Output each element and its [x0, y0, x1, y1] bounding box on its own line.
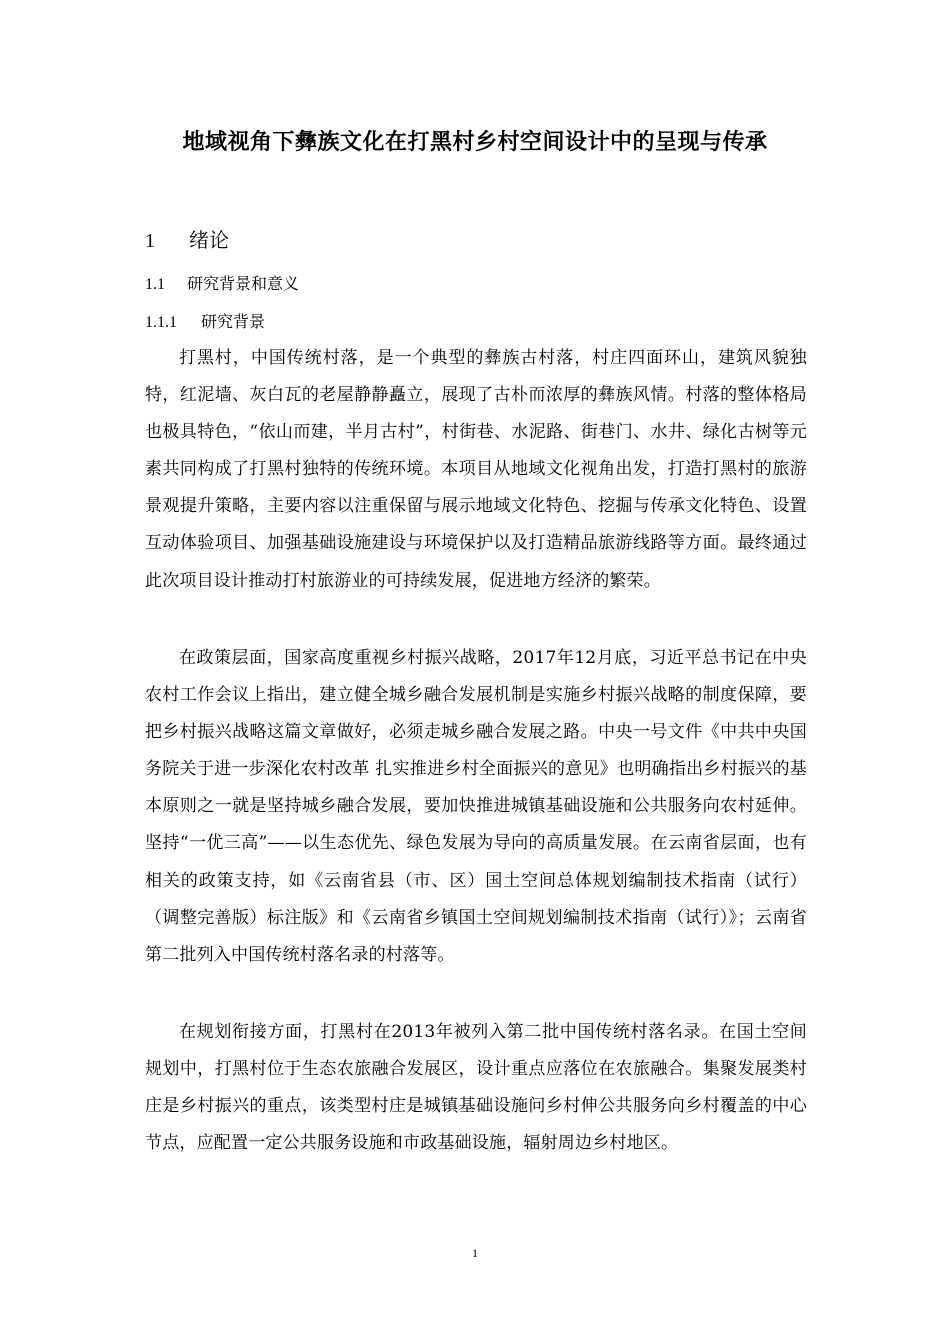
subsection-title: 研究背景和意义	[187, 274, 300, 293]
paragraph-background: 打黑村，中国传统村落，是一个典型的彝族古村落，村庄四面环山，建筑风貌独特，红泥墙、灰白瓦的老屋静静矗立，展现了古朴而浓厚的彝族风情。村落的整体格局也极具特色，“依山而建，半月古村”，村街巷、水泥路、街巷门、水井、绿化古树等元素共同构成了打黑村独特的传统环境。本项目从地域文化视角出发，打造打黑村的旅游景观提升策略，主要内容以注重保留与展示地域文化特色、挖掘与传承文化特色、设置互动体验项目、加强基础设施建设与环境保护以及打造精品旅游线路等方面。最终通过此次项目设计推动打村旅游业的可持续发展，促进地方经济的繁荣。	[145, 348, 807, 591]
document-title: 地域视角下彝族文化在打黑村乡村空间设计中的呈现与传承	[182, 130, 768, 155]
section-number: 1	[145, 230, 155, 252]
subsection-number: 1.1	[145, 276, 165, 293]
section-heading	[145, 226, 229, 255]
subsubsection-heading	[145, 310, 265, 335]
page-number: 1	[472, 1246, 478, 1260]
subsubsection-title: 研究背景	[201, 312, 266, 331]
section-title: 绪论	[189, 228, 229, 252]
subsection-heading	[145, 272, 299, 297]
subsubsection-number: 1.1.1	[145, 314, 177, 331]
paragraph-planning: 在规划衔接方面，打黑村在2013年被列入第二批中国传统村落名录。在国土空间规划中，打黑村位于生态农旅融合发展区，设计重点应落位在农旅融合。集聚发展类村庄是乡村振兴的重点，该类型村庄是城镇基础设施问乡村伸公共服务向乡村覆盖的中心节点，应配置一定公共服务设施和市政基础设施，辐射周边乡村地区。	[145, 1022, 807, 1154]
paragraph-policy: 在政策层面，国家高度重视乡村振兴战略，2017年12月底，习近平总书记在中央农村工作会议上指出，建立健全城乡融合发展机制是实施乡村振兴战略的制度保障，要把乡村振兴战略这篇文章做好，必须走城乡融合发展之路。中央一号文件《中共中央国务院关于进一步深化农村改革 扎实推进乡村全面振兴的意见》也明确指出乡村振兴的基本原则之一就是坚持城乡融合发展，要加快推进城镇基础设施和公共服务向农村延伸。坚持“一优三高”——以生态优先、绿色发展为导向的高质量发展。在云南省层面，也有相关的政策支持，如《云南省县（市、区）国土空间总体规划编制技术指南（试行）（调整完善版）标注版》和《云南省乡镇国土空间规划编制技术指南（试行）》；云南省第二批列入中国传统村落名录的村落等。	[145, 648, 807, 965]
